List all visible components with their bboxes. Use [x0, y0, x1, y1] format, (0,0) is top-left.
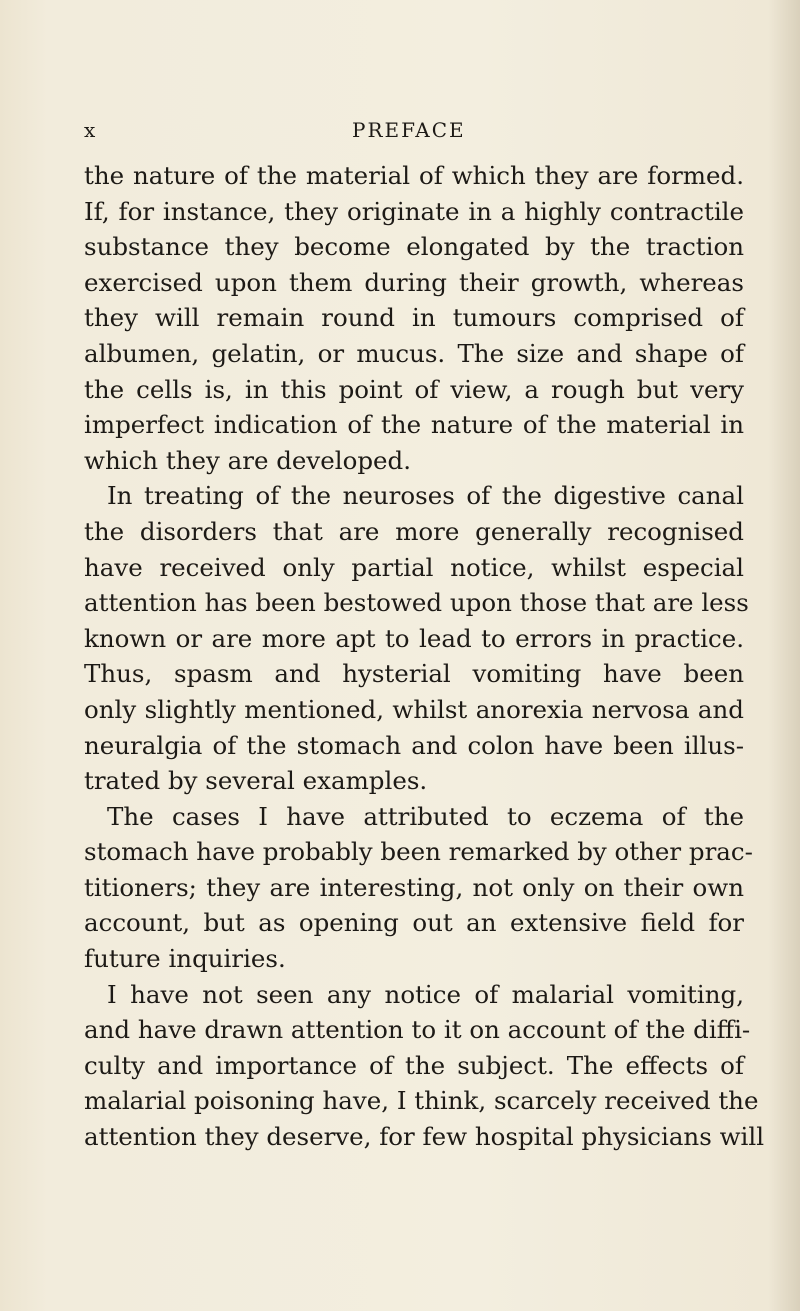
paragraph-end-line: future inquiries.	[84, 944, 286, 974]
page-number: x	[84, 118, 97, 142]
paragraph-end-line: which they are developed.	[84, 445, 411, 475]
text-line: stomach have probably been remarked by other prac-	[84, 837, 753, 867]
text-line: neuralgia of the stomach and colon have been illus-	[84, 730, 744, 760]
text-line: only slightly mentioned, whilst anorexia nervosa and	[84, 694, 744, 724]
paragraph-start-line: The cases I have attributed to eczema of the	[107, 801, 744, 831]
text-line: they will remain round in tumours comprised of	[84, 303, 744, 333]
text-line: known or are more apt to lead to errors in practice.	[84, 623, 744, 653]
text-line: If, for instance, they originate in a highly contractile	[84, 196, 744, 226]
paragraph-end-line: trated by several examples.	[84, 766, 428, 796]
paragraph-start-line: I have not seen any notice of malarial vomiting,	[107, 979, 744, 1009]
text-line: attention has been bestowed upon those that are less	[84, 588, 749, 618]
body-text	[84, 158, 765, 1155]
text-line: attention they deserve, for few hospital physicians will	[84, 1122, 765, 1152]
text-line: imperfect indication of the nature of the material in	[84, 410, 744, 440]
text-line: have received only partial notice, whilst especial	[84, 552, 744, 582]
text-line: titioners; they are interesting, not only on their own	[84, 872, 744, 902]
text-line: account, but as opening out an extensive field for	[84, 908, 744, 938]
text-line: Thus, spasm and hysterial vomiting have been	[84, 659, 744, 689]
text-line: and have drawn attention to it on account of the diffi-	[84, 1015, 751, 1045]
text-line: the nature of the material of which they are formed.	[84, 161, 744, 190]
running-head	[0, 118, 800, 148]
text-line: albumen, gelatin, or mucus. The size and shape of	[84, 338, 744, 368]
paragraph-start-line: In treating of the neuroses of the digestive canal	[107, 481, 744, 511]
text-line: the disorders that are more generally recognised	[84, 516, 744, 546]
text-line: culty and importance of the subject. The effects of	[84, 1050, 744, 1080]
running-head-title: PREFACE	[352, 118, 466, 142]
text-line: substance they become elongated by the traction	[84, 232, 744, 262]
text-line: malarial poisoning have, I think, scarcely received the	[84, 1086, 759, 1116]
text-line: the cells is, in this point of view, a rough but very	[84, 374, 744, 404]
text-line: exercised upon them during their growth, whereas	[84, 267, 744, 297]
